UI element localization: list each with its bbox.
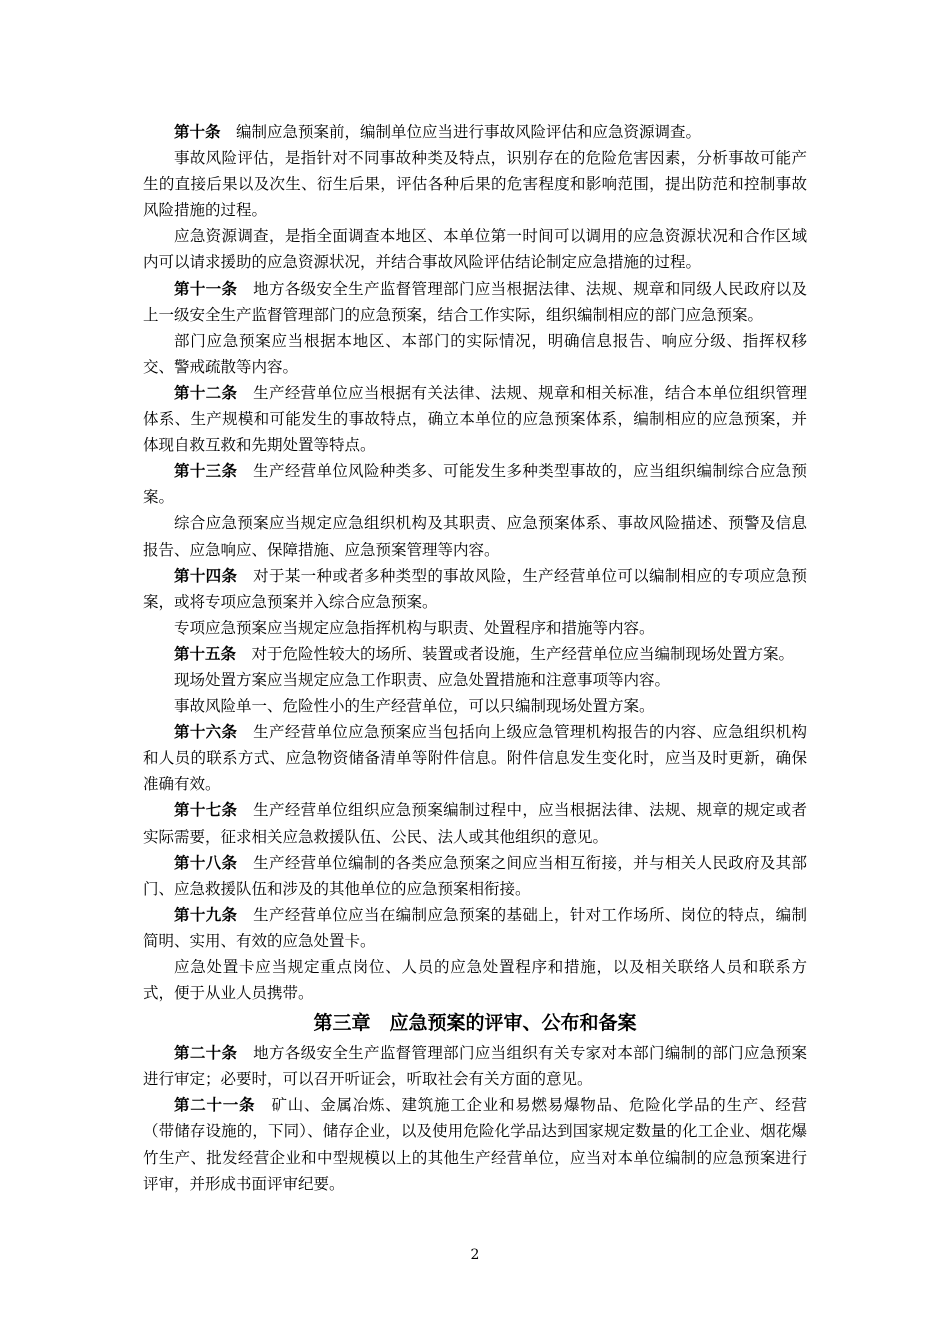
chapter-number: 第三章 bbox=[313, 1012, 371, 1035]
paragraph-text: 矿山、金属冶炼、建筑施工企业和易燃易爆物品、危险化学品的生产、经营（带储存设施的，下同）、储存企业，以及使用危险化学品达到国家规定数量的化工企业、烟花爆竹生产、批发经营企业和中型规模以上的其他生产经营单位，应当对本单位编制的应急预案进行评审，并形成书面评审纪要。 bbox=[143, 1096, 807, 1193]
article-number: 第十七条 bbox=[174, 800, 238, 820]
paragraph-text: 生产经营单位编制的各类应急预案之间应当相互衔接，并与相关人民政府及其部门、应急救援队伍和涉及的其他单位的应急预案相衔接。 bbox=[143, 853, 807, 898]
body-paragraph bbox=[143, 667, 807, 693]
paragraph-text: 综合应急预案应当规定应急组织机构及其职责、应急预案体系、事故风险描述、预警及信息报告、应急响应、保障措施、应急预案管理等内容。 bbox=[143, 514, 807, 559]
article-paragraph bbox=[143, 1040, 807, 1092]
article-paragraph bbox=[143, 719, 807, 797]
body-paragraph bbox=[143, 615, 807, 641]
body-paragraph bbox=[143, 145, 807, 223]
article-number: 第十六条 bbox=[174, 722, 238, 742]
paragraph-text: 生产经营单位应急预案应当包括向上级应急管理机构报告的内容、应急组织机构和人员的联系方式、应急物资储备清单等附件信息。附件信息发生变化时，应当及时更新，确保准确有效。 bbox=[143, 723, 807, 794]
article-paragraph bbox=[143, 119, 807, 145]
article-paragraph bbox=[143, 276, 807, 328]
paragraph-text: 生产经营单位应当在编制应急预案的基础上，针对工作场所、岗位的特点，编制简明、实用、有效的应急处置卡。 bbox=[143, 905, 807, 950]
paragraph-text: 生产经营单位组织应急预案编制过程中，应当根据法律、法规、规章的规定或者实际需要，征求相关应急救援队伍、公民、法人或其他组织的意见。 bbox=[143, 801, 807, 846]
article-paragraph bbox=[143, 797, 807, 849]
article-paragraph bbox=[143, 458, 807, 510]
page-number: 2 bbox=[470, 1247, 480, 1263]
article-number: 第二十条 bbox=[174, 1043, 238, 1063]
body-paragraph bbox=[143, 223, 807, 275]
paragraph-text: 对于危险性较大的场所、装置或者设施，生产经营单位应当编制现场处置方案。 bbox=[251, 644, 795, 663]
paragraph-text: 专项应急预案应当规定应急指挥机构与职责、处置程序和措施等内容。 bbox=[174, 618, 655, 637]
body-paragraph bbox=[143, 328, 807, 380]
paragraph-text: 应急资源调查，是指全面调查本地区、本单位第一时间可以调用的应急资源状况和合作区域内可以请求援助的应急资源状况，并结合事故风险评估结论制定应急措施的过程。 bbox=[143, 227, 807, 272]
article-paragraph bbox=[143, 902, 807, 954]
paragraph-text: 事故风险单一、危险性小的生产经营单位，可以只编制现场处置方案。 bbox=[174, 697, 655, 716]
paragraph-text: 部门应急预案应当根据本地区、本部门的实际情况，明确信息报告、响应分级、指挥权移交、警戒疏散等内容。 bbox=[143, 331, 807, 376]
article-number: 第十五条 bbox=[174, 643, 237, 663]
paragraph-text: 应急处置卡应当规定重点岗位、人员的应急处置程序和措施，以及相关联络人员和联系方式，便于从业人员携带。 bbox=[143, 958, 807, 1003]
paragraph-text: 事故风险评估，是指针对不同事故种类及特点，识别存在的危险危害因素，分析事故可能产生的直接后果以及次生、衍生后果，评估各种后果的危害程度和影响范围，提出防范和控制事故风险措施的过程。 bbox=[143, 149, 807, 220]
paragraph-text: 生产经营单位风险种类多、可能发生多种类型事故的，应当组织编制综合应急预案。 bbox=[143, 462, 807, 507]
paragraph-text: 对于某一种或者多种类型的事故风险，生产经营单位可以编制相应的专项应急预案，或将专项应急预案并入综合应急预案。 bbox=[143, 566, 807, 611]
articles-chapter-three-section bbox=[143, 1040, 807, 1197]
paragraph-text: 生产经营单位应当根据有关法律、法规、规章和相关标准，结合本单位组织管理体系、生产规模和可能发生的事故特点，确立本单位的应急预案体系，编制相应的应急预案，并体现自救互救和先期处置等特点。 bbox=[143, 383, 807, 455]
paragraph-text: 现场处置方案应当规定应急工作职责、应急处置措施和注意事项等内容。 bbox=[174, 670, 671, 689]
article-number: 第十一条 bbox=[174, 278, 238, 298]
article-number: 第二十一条 bbox=[174, 1095, 256, 1115]
article-number: 第十九条 bbox=[174, 904, 238, 924]
chapter-heading bbox=[143, 1008, 807, 1038]
article-paragraph bbox=[143, 1092, 807, 1196]
body-paragraph bbox=[143, 954, 807, 1006]
article-number: 第十二条 bbox=[174, 382, 238, 402]
articles-chapter-two-section bbox=[143, 119, 807, 1006]
article-paragraph bbox=[143, 380, 807, 458]
chapter-title: 应急预案的评审、公布和备案 bbox=[389, 1012, 637, 1035]
article-paragraph bbox=[143, 850, 807, 902]
paragraph-text: 地方各级安全生产监督管理部门应当组织有关专家对本部门编制的部门应急预案进行审定；必要时，可以召开听证会，听取社会有关方面的意见。 bbox=[143, 1044, 807, 1089]
article-paragraph bbox=[143, 641, 807, 667]
paragraph-text: 编制应急预案前，编制单位应当进行事故风险评估和应急资源调查。 bbox=[236, 123, 702, 141]
paragraph-text: 地方各级安全生产监督管理部门应当根据法律、法规、规章和同级人民政府以及上一级安全生产监督管理部门的应急预案，结合工作实际，组织编制相应的部门应急预案。 bbox=[143, 279, 807, 324]
body-paragraph bbox=[143, 693, 807, 719]
article-number: 第十八条 bbox=[174, 852, 238, 872]
body-paragraph bbox=[143, 510, 807, 562]
article-number: 第十四条 bbox=[174, 565, 238, 585]
article-number: 第十条 bbox=[174, 122, 221, 141]
document-body bbox=[143, 119, 807, 1197]
article-paragraph bbox=[143, 563, 807, 615]
article-number: 第十三条 bbox=[174, 461, 238, 481]
